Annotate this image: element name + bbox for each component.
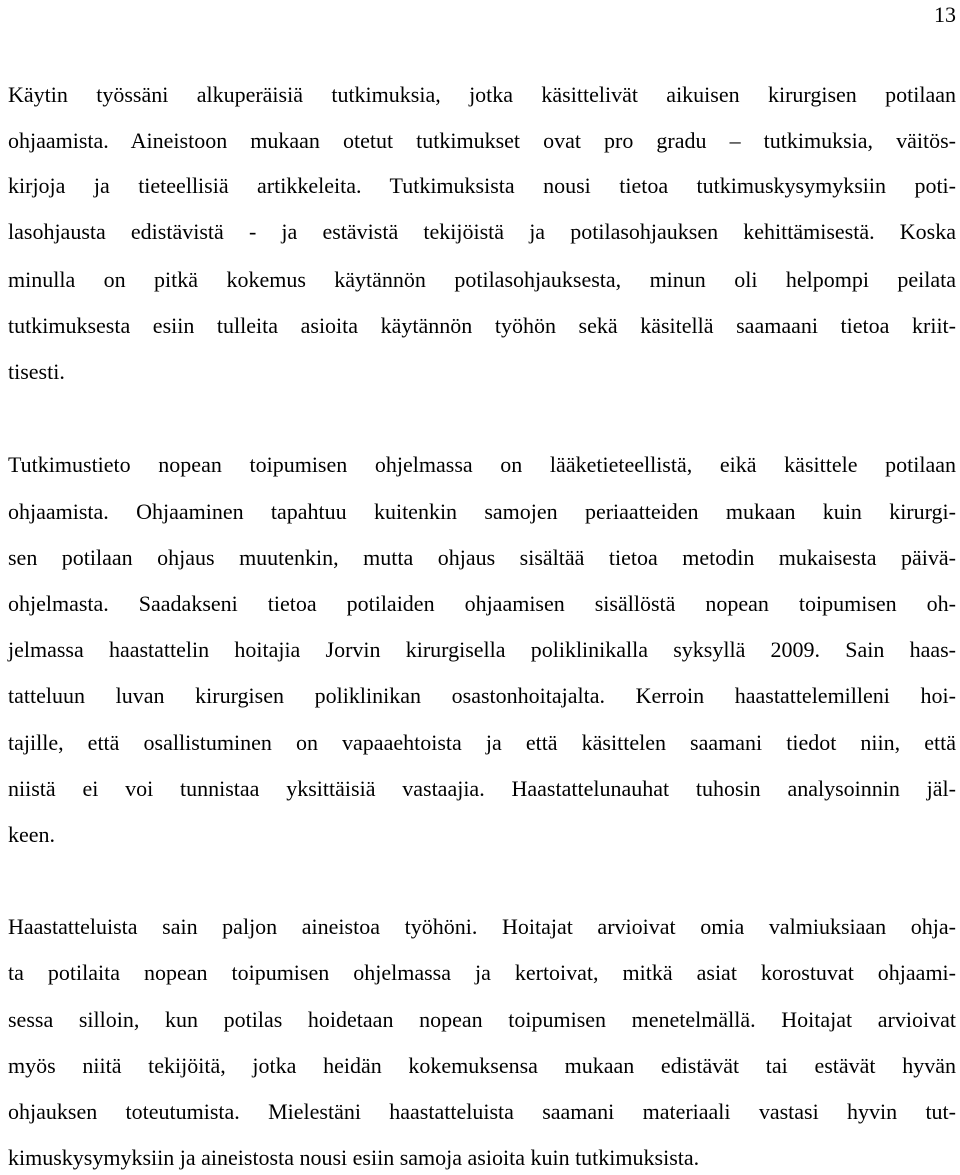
paragraph-2-line-5: jelmassa haastattelin hoitajia Jorvin kirurgisella poliklinikalla syksyllä 2009. Sain haas- (8, 637, 956, 662)
page-number: 13 (934, 2, 956, 27)
paragraph-3-line-5: ohjauksen toteutumista. Mielestäni haastatteluista saamani materiaali vastasi hyvin tut- (8, 1099, 956, 1124)
paragraph-2-line-2: ohjaamista. Ohjaaminen tapahtuu kuitenkin samojen periaatteiden mukaan kuin kirurgi- (8, 499, 956, 524)
paragraph-1-line-7: tisesti. (8, 359, 65, 384)
paragraph-1-line-6: tutkimuksesta esiin tulleita asioita käytännön työhön sekä käsitellä saamaani tietoa kriit- (8, 313, 956, 338)
paragraph-2-line-7: tajille, että osallistuminen on vapaaehtoista ja että käsittelen saamani tiedot niin, että (8, 730, 956, 755)
paragraph-2-line-3: sen potilaan ohjaus muutenkin, mutta ohjaus sisältää tietoa metodin mukaisesta päivä- (8, 545, 956, 570)
paragraph-3-line-6: kimuskysymyksiin ja aineistosta nousi esiin samoja asioita kuin tutkimuksista. (8, 1145, 700, 1170)
paragraph-2-line-9: keen. (8, 822, 56, 847)
paragraph-1-line-3: kirjoja ja tieteellisiä artikkeleita. Tutkimuksista nousi tietoa tutkimuskysymyksiin poti- (8, 173, 956, 198)
paragraph-2-line-8: niistä ei voi tunnistaa yksittäisiä vastaajia. Haastattelunauhat tuhosin analysoinnin jäl- (8, 776, 956, 801)
paragraph-3-line-2: ta potilaita nopean toipumisen ohjelmassa ja kertoivat, mitkä asiat korostuvat ohjaami- (8, 960, 956, 985)
paragraph-2-line-6: tatteluun luvan kirurgisen poliklinikan osastonhoitajalta. Kerroin haastattelemilleni hoi- (8, 683, 956, 708)
paragraph-3-line-1: Haastatteluista sain paljon aineistoa työhöni. Hoitajat arvioivat omia valmiuksiaan ohja- (8, 914, 956, 939)
paragraph-1-line-2: ohjaamista. Aineistoon mukaan otetut tutkimukset ovat pro gradu – tutkimuksia, väitös- (8, 128, 956, 153)
paragraph-2-line-4: ohjelmasta. Saadakseni tietoa potilaiden ohjaamisen sisällöstä nopean toipumisen oh- (8, 591, 956, 616)
paragraph-3-line-3: sessa silloin, kun potilas hoidetaan nopean toipumisen menetelmällä. Hoitajat arvioivat (8, 1007, 956, 1032)
paragraph-3-line-4: myös niitä tekijöitä, jotka heidän kokemuksensa mukaan edistävät tai estävät hyvän (8, 1053, 956, 1078)
paragraph-2-line-1: Tutkimustieto nopean toipumisen ohjelmassa on lääketieteellistä, eikä käsittele potilaan (8, 452, 956, 477)
paragraph-1-line-4: lasohjausta edistävistä - ja estävistä tekijöistä ja potilasohjauksen kehittämisestä. Koska (8, 219, 956, 244)
paragraph-1-line-1: Käytin työssäni alkuperäisiä tutkimuksia, jotka käsittelivät aikuisen kirurgisen potilaan (8, 82, 956, 107)
paragraph-1-line-5: minulla on pitkä kokemus käytännön potilasohjauksesta, minun oli helpompi peilata (8, 267, 956, 292)
